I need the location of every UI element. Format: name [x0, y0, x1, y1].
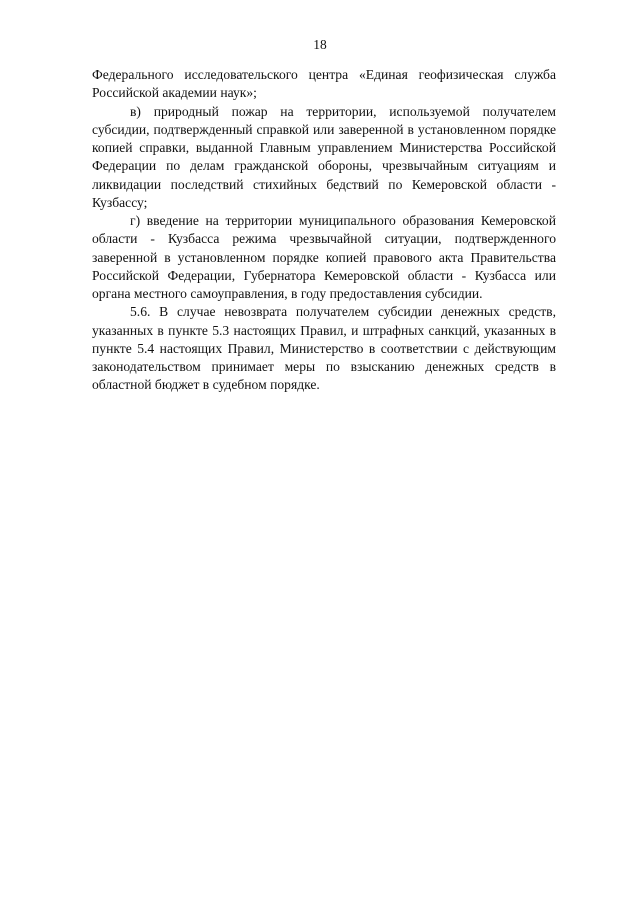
paragraph-item-v: в) природный пожар на территории, используемой получателем субсидии, подтвержденный справкой или заверенной в установленном порядке копией справки, выданной Главным управлением Министерства Российской Федерации по делам гражданской обороны, чрезвычайным ситуациям и ликвидации последствий стихийных бедствий по Кемеровской области - Кузбассу; [92, 103, 556, 210]
paragraph-continuation: Федерального исследовательского центра «Единая геофизическая служба Российской академии наук»; [92, 67, 556, 101]
document-body [92, 66, 556, 395]
paragraph-5-6: 5.6. В случае невозврата получателем субсидии денежных средств, указанных в пункте 5.3 настоящих Правил, и штрафных санкций, указанных в пункте 5.4 настоящих Правил, Министерство в соответствии с действующим законодательством принимает меры по взысканию денежных средств в областной бюджет в судебном порядке. [92, 304, 556, 393]
paragraph-item-g: г) введение на территории муниципального образования Кемеровской области - Кузбасса режима чрезвычайной ситуации, подтвержденного заверенной в установленном порядке копией правового акта Правительства Российской Федерации, Губернатора Кемеровской области - Кузбасса или органа местного самоуправления, в году предоставления субсидии. [92, 213, 556, 301]
page-number: 18 [313, 37, 327, 52]
